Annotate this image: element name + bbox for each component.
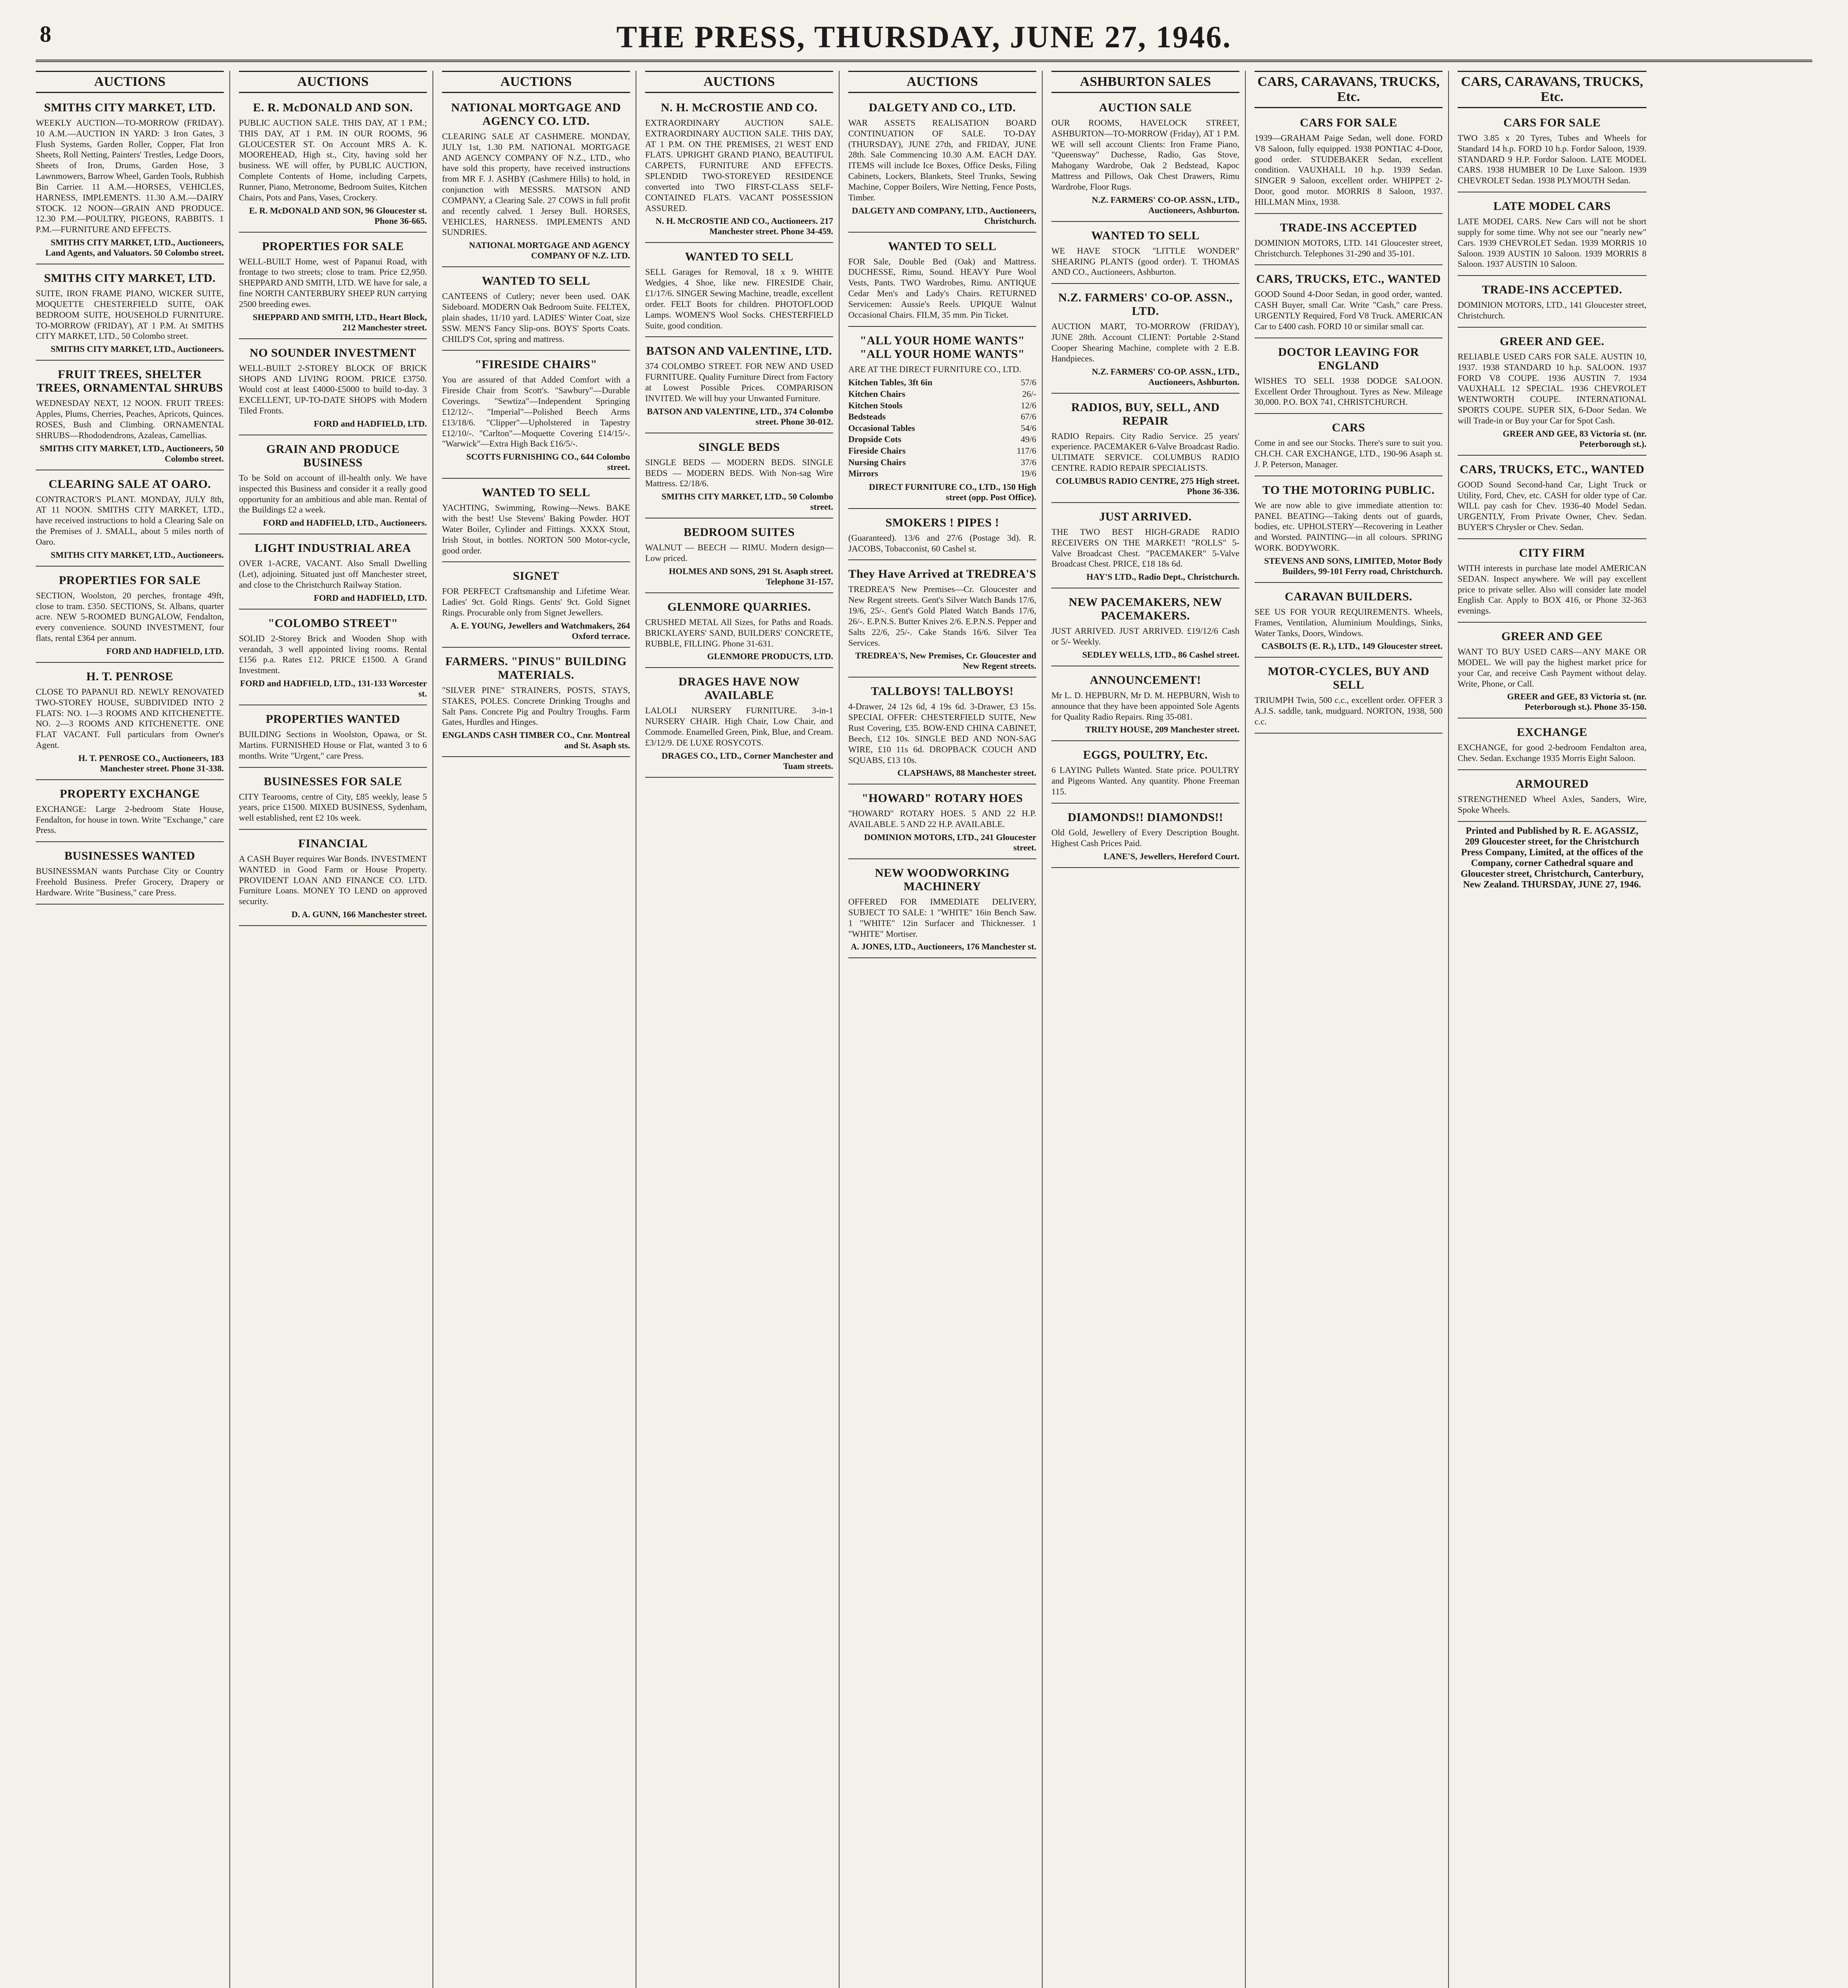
advertisement	[848, 330, 1036, 509]
advertisement	[239, 97, 427, 233]
ad-signature: LANE'S, Jewellers, Hereford Court.	[1103, 851, 1239, 861]
column-header: AUCTIONS	[36, 71, 224, 93]
ad-signature: FORD and HADFIELD, LTD.	[314, 418, 427, 429]
ad-signature: FORD and HADFIELD, LTD.	[314, 592, 427, 603]
column-header: CARS, CARAVANS, TRUCKS, Etc.	[1458, 71, 1646, 108]
ad-title: H. T. PENROSE	[86, 670, 173, 683]
advertisement	[1458, 722, 1646, 770]
advertisement	[1051, 397, 1239, 503]
column	[239, 71, 433, 1988]
advertisement	[645, 522, 833, 593]
advertisement	[36, 97, 224, 264]
advertisement	[442, 354, 630, 479]
ad-body: WELL-BUILT Home, west of Papanui Road, with frontage to two streets; close to tram. Price £2,950. SHEPPARD AND SMITH, LTD. WE have for sale, a fine NORTH CANTERBURY SHEEP RUN carrying 2500 breeding ewes.	[239, 256, 427, 309]
ad-body: TRIUMPH Twin, 500 c.c., excellent order. OFFER 3 A.J.S. saddle, tank, mudguard. NORTON, 1938, 500 c.c.	[1255, 695, 1443, 727]
column	[442, 71, 636, 1988]
advertisement	[36, 364, 224, 470]
ad-title: CARS FOR SALE	[1300, 116, 1397, 129]
ad-body: LATE MODEL CARS. New Cars will not be short supply for some time. Why not see our "nearly new" Cars. 1939 CHEVROLET Sedan. 1939 MORRIS 10 Saloon. 1939 AUSTIN 10 Saloon. 1939 MORRIS 8 Saloon. 1937 AUSTIN 10 Saloon.	[1458, 216, 1646, 269]
ad-body: WEDNESDAY NEXT, 12 NOON. FRUIT TREES: Apples, Plums, Cherries, Peaches, Apricots, Quinces. ROSES, Bush and Climbing. ORNAMENTAL SHRUBS—Rhododendrons, Azaleas, Camellias.	[36, 398, 224, 440]
advertisement	[1051, 287, 1239, 393]
ad-title: SMOKERS ! PIPES !	[885, 516, 999, 529]
ad-title: CLEARING SALE AT OARO.	[48, 477, 211, 491]
ad-signature: N. H. McCROSTIE AND CO., Auctioneers. 217 Manchester street. Phone 34-459.	[655, 216, 833, 237]
ad-title: "FIRESIDE CHAIRS"	[475, 358, 597, 371]
advertisement	[645, 437, 833, 518]
ad-signature: FORD and HADFIELD, LTD., 131-133 Worcester st.	[240, 678, 427, 699]
ad-title: DALGETY AND CO., LTD.	[869, 101, 1016, 114]
ad-signature: FORD and HADFIELD, LTD., Auctioneers.	[263, 518, 427, 528]
ad-title: FINANCIAL	[298, 837, 368, 850]
advertisement	[1458, 331, 1646, 456]
ad-title: EXCHANGE	[1516, 726, 1588, 739]
price-list-item	[848, 400, 1036, 412]
masthead	[36, 16, 1812, 62]
item-name: Kitchen Chairs	[848, 389, 906, 399]
ad-title: GREER AND GEE.	[1500, 334, 1604, 348]
ad-title: PROPERTIES FOR SALE	[262, 239, 404, 253]
column	[1255, 71, 1449, 1988]
ad-title: "ALL YOUR HOME WANTS" "ALL YOUR HOME WANTS"	[860, 334, 1025, 361]
ad-signature: GLENMORE PRODUCTS, LTD.	[707, 651, 833, 662]
ad-title: "HOWARD" ROTARY HOES	[861, 792, 1023, 805]
ad-signature: SCOTTS FURNISHING CO., 644 Colombo street.	[466, 452, 630, 472]
ad-body: FOR PERFECT Craftsmanship and Lifetime Wear. Ladies' 9ct. Gold Rings. Gents' 9ct. Gold Signet Rings. Procurable only from Signet Jewellers.	[442, 586, 630, 618]
ad-body: GOOD Sound 4-Door Sedan, in good order, wanted. CASH Buyer, small Car. Write "Cash," care Press. URGENTLY Required, Ford V8 Truck. AMERICAN Car to £400 cash. FORD 10 or similar small car.	[1255, 289, 1443, 331]
ad-signature: SMITHS CITY MARKET, LTD., Auctioneers, 50 Colombo street.	[39, 443, 224, 464]
advertisement	[1255, 268, 1443, 338]
ad-title: NO SOUNDER INVESTMENT	[250, 346, 416, 359]
ad-title: WANTED TO SELL	[888, 239, 997, 253]
ad-title: WANTED TO SELL	[482, 274, 590, 288]
ad-body: WELL-BUILT 2-STOREY BLOCK OF BRICK SHOPS AND LIVING ROOM. PRICE £3750. Would cost at least £4000-£5000 to build to-day. 3 EXCELLENT, UP-TO-DATE SHOPS with Modern Tiled Fronts.	[239, 363, 427, 416]
advertisement	[239, 342, 427, 435]
item-price: 49/6	[1020, 434, 1036, 445]
ad-body: 1939—GRAHAM Paige Sedan, well done. FORD V8 Saloon, fully equipped. 1938 PONTIAC 4-Door, good order. STUDEBAKER Sedan, excellent condition. VAUXHALL 10 h.p. 1939 Sedan. SINGER 9 Saloon, excellent order. WHIPPET 2-Door, good motor. MORRIS 8 Saloon, 1937. HILLMAN Minx, 1938.	[1255, 133, 1443, 207]
column-header: CARS, CARAVANS, TRUCKS, Etc.	[1255, 71, 1443, 108]
column-header: AUCTIONS	[239, 71, 427, 93]
ad-body: DOMINION MOTORS, LTD. 141 Gloucester street, Christchurch. Telephones 31-290 and 35-101.	[1255, 237, 1443, 258]
ad-title: LATE MODEL CARS	[1493, 200, 1611, 213]
ad-body: WAR ASSETS REALISATION BOARD CONTINUATION OF SALE. TO-DAY (THURSDAY), JUNE 27th, and FRIDAY, JUNE 28th. Sale Commencing 10.30 A.M. EACH DAY. ITEMS will include Ice Boxes, Office Desks, Filing Cabinets, Lockers, Blankets, Steel Trunks, Sewing Machine, Copper Boilers, Wire Netting, Fence Posts, Timber.	[848, 118, 1036, 202]
ad-body: To be Sold on account of ill-health only. We have inspected this Business and consider it a really good opportunity for an ambitious and able man. Rental of the Buildings £2 a week.	[239, 472, 427, 515]
ad-body: FOR Sale, Double Bed (Oak) and Mattress. DUCHESSE, Rimu, Sound. HEAVY Pure Wool Vests, Pants. TWO Wardrobes, Rimu. ANTIQUE Cedar Men's and Lady's Chairs. RETURNED Servicemen: Aussie's Reels. UPIQUE Walnut Occasional Chairs. FILM, 35 mm. Pin Ticket.	[848, 256, 1036, 320]
ad-signature: GREER AND GEE, 83 Victoria st. (nr. Peterborough st.).	[1503, 428, 1646, 449]
column	[36, 71, 230, 1988]
ad-body: OUR ROOMS, HAVELOCK STREET, ASHBURTON—TO-MORROW (Friday), AT 1 P.M. WE will sell account Clients: Iron Frame Piano, "Queensway" Duchesse, Radio, Gas Stove, Mahogany Wardrobe, Oak 2 Bedstead, Kapoc Mattress and Pillows, Oak Chest Drawers, Rimu Wardrobe, Floor Rugs.	[1051, 118, 1239, 192]
ad-signature: SEDLEY WELLS, LTD., 86 Cashel street.	[1082, 649, 1239, 660]
ad-title: CARS, TRUCKS, ETC., WANTED	[1256, 272, 1441, 286]
item-price: 12/6	[1020, 400, 1036, 410]
ad-title: NATIONAL MORTGAGE AND AGENCY CO. LTD.	[451, 101, 621, 128]
ad-title: WANTED TO SELL	[1091, 229, 1200, 242]
ad-title: CARAVAN BUILDERS.	[1285, 590, 1412, 603]
item-name: Bedsteads	[848, 412, 886, 422]
ad-body: SEE US FOR YOUR REQUIREMENTS. Wheels, Frames, Ventilation, Aluminium Mouldings, Sinks, Water Tanks, Doors, Windows.	[1255, 606, 1443, 638]
ad-signature: SMITHS CITY MARKET, LTD., Auctioneers.	[50, 344, 224, 354]
ad-signature: STEVENS AND SONS, LIMITED, Motor Body Builders, 99-101 Ferry road, Christchurch.	[1264, 555, 1443, 576]
advertisement	[36, 268, 224, 361]
ad-title: "COLOMBO STREET"	[268, 616, 398, 630]
advertisement	[36, 666, 224, 780]
advertisement	[442, 270, 630, 351]
advertisement	[36, 845, 224, 904]
ad-body: SUITE, IRON FRAME PIANO, WICKER SUITE, MOQUETTE CHESTERFIELD SUITE, OAK BEDROOM SUITE, HOUSEHOLD FURNITURE. TO-MORROW (FRIDAY), AT 1 P.M. At SMITHS CITY MARKET, LTD., 50 Colombo street.	[36, 288, 224, 341]
ad-signature: A. JONES, LTD., Auctioneers, 176 Manchester st.	[851, 942, 1036, 952]
ad-title: BATSON AND VALENTINE, LTD.	[646, 344, 832, 358]
columns-container	[36, 71, 1812, 1988]
ad-body: BUSINESSMAN wants Purchase City or Country Freehold Business. Prefer Grocery, Drapery or Hardware. Write "Business," care Press.	[36, 866, 224, 897]
price-list-item	[848, 388, 1036, 400]
ad-body: ARE AT THE DIRECT FURNITURE CO., LTD.	[848, 364, 1021, 374]
ad-title: SINGLE BEDS	[698, 440, 780, 454]
advertisement	[1255, 480, 1443, 583]
item-price: 54/6	[1020, 423, 1036, 433]
ad-signature: DOMINION MOTORS, LTD., 241 Gloucester street.	[864, 832, 1036, 853]
ad-signature: D. A. GUNN, 166 Manchester street.	[291, 909, 427, 920]
ad-body: TWO 3.85 x 20 Tyres, Tubes and Wheels for Standard 14 h.p. FORD 10 h.p. Fordor Saloon, 1939. STANDARD 9 H.P. Fordor Saloon. LATE MODEL CARS. 1938 HUMBER 10 De Luxe Saloon. 1939 CHEVROLET Sedan. 1938 PLYMOUTH Sedan.	[1458, 133, 1646, 186]
advertisement	[1255, 217, 1443, 266]
advertisement	[848, 563, 1036, 678]
ad-signature: HOLMES AND SONS, 291 St. Asaph street. Telephone 31-157.	[669, 566, 833, 586]
ad-title: TO THE MOTORING PUBLIC.	[1262, 483, 1435, 497]
ad-signature: HAY'S LTD., Radio Dept., Christchurch.	[1086, 572, 1239, 582]
ad-body: CRUSHED METAL All Sizes, for Paths and Roads. BRICKLAYERS' SAND, BUILDERS' CONCRETE, RUBBLE, FILLING. Phone 31-631.	[645, 617, 833, 648]
ad-title: TRADE-INS ACCEPTED.	[1482, 283, 1622, 297]
ad-title: GRAIN AND PRODUCE BUSINESS	[266, 442, 400, 469]
ad-body: YACHTING, Swimming, Rowing—News. BAKE with the best! Use Stevens' Baking Powder. HOT Water Boiler, Cylinder and Fittings. XXXX Stout, Irish Stout, in bottles. NORTON 500 Motor-cycle, good order.	[442, 503, 630, 555]
advertisement	[848, 788, 1036, 859]
advertisement	[1051, 97, 1239, 222]
ad-title: WANTED TO SELL	[482, 486, 590, 499]
item-price: 37/6	[1020, 457, 1036, 467]
advertisement	[442, 651, 630, 757]
ad-title: DRAGES HAVE NOW AVAILABLE	[678, 675, 800, 702]
ad-signature: GREER and GEE, 83 Victoria st. (nr. Peterborough st.). Phone 35-150.	[1507, 691, 1646, 712]
ad-title: PROPERTY EXCHANGE	[60, 787, 200, 800]
ad-signature: CASBOLTS (E. R.), LTD., 149 Gloucester street.	[1261, 641, 1443, 651]
advertisement	[1255, 112, 1443, 214]
advertisement	[36, 474, 224, 567]
item-price: 117/6	[1016, 445, 1036, 456]
ad-title: FRUIT TREES, SHELTER TREES, ORNAMENTAL SHRUBS	[36, 368, 223, 395]
ad-signature: SMITHS CITY MARKET, LTD., Auctioneers.	[50, 549, 224, 560]
advertisement	[1051, 225, 1239, 284]
ad-title: BUSINESSES FOR SALE	[264, 775, 402, 788]
ad-title: SMITHS CITY MARKET, LTD.	[44, 101, 216, 114]
price-list	[848, 377, 1036, 479]
ad-signature: DALGETY AND COMPANY, LTD., Auctioneers, Christchurch.	[851, 205, 1036, 226]
ad-title: N.Z. FARMERS' CO-OP. ASSN., LTD.	[1058, 291, 1233, 318]
ad-title: NEW PACEMAKERS, NEW PACEMAKERS.	[1068, 596, 1222, 623]
ad-body: CLOSE TO PAPANUI RD. NEWLY RENOVATED TWO-STOREY HOUSE, SUBDIVIDED INTO 2 FLATS: NO. 1—3 ROOMS AND KITCHENETTE. NO. 2—3 ROOMS AND KITCHENETTE. ONE FLAT VACANT. Full particulars from Owner's Agent.	[36, 686, 224, 750]
ad-body: GOOD Sound Second-hand Car, Light Truck or Utility, Ford, Chev, etc. CASH for older type of Car. WILL pay cash for Chev. 1936-40 Model Sedan. URGENTLY, From Private Owner, Chev. Sedan. BUYER'S Chrysler or Chev. Sedan.	[1458, 479, 1646, 532]
advertisement	[36, 570, 224, 663]
ad-title: PROPERTIES FOR SALE	[59, 573, 201, 587]
ad-body: EXCHANGE: Large 2-bedroom State House, Fendalton, for house in town. Write "Exchange," care Press.	[36, 804, 224, 835]
column	[1458, 71, 1652, 1988]
column-header: AUCTIONS	[848, 71, 1036, 93]
item-name: Occasional Tables	[848, 423, 915, 433]
ad-body: You are assured of that Added Comfort with a Fireside Chair from Scott's. "Sawbury"—Durable Coverings. "Sewtiza"—Independent Springing £12/12/-. "Imperial"—Polished Beech Arms £13/18/6. "Clipper"—Upholstered in Tapestry £12/10/-. "Carlton"—Moquette Covering £14/15/-. "Warwick"—Extra High Back £16/5/-.	[442, 375, 630, 449]
ad-signature: FORD AND HADFIELD, LTD.	[106, 646, 224, 656]
ad-signature: A. E. YOUNG, Jewellers and Watchmakers, 264 Oxford terrace.	[450, 620, 630, 641]
ad-body: WE HAVE STOCK "LITTLE WONDER" SHEARING PLANTS (good order). T. THOMAS AND CO., Auctioneers, Ashburton.	[1051, 245, 1239, 277]
advertisement	[848, 97, 1036, 233]
item-name: Fireside Chairs	[848, 445, 906, 456]
advertisement	[1255, 417, 1443, 476]
advertisement	[1458, 196, 1646, 276]
advertisement	[1458, 459, 1646, 539]
item-name: Mirrors	[848, 468, 878, 479]
item-price: 57/6	[1020, 377, 1036, 388]
ad-title: MOTOR-CYCLES, BUY AND SELL	[1268, 665, 1429, 692]
ad-body: (Guaranteed). 13/6 and 27/6 (Postage 3d). R. JACOBS, Tobacconist, 60 Cashel st.	[848, 532, 1036, 553]
advertisement	[1051, 807, 1239, 868]
advertisement	[1458, 542, 1646, 623]
ad-body: "SILVER PINE" STRAINERS, POSTS, STAYS, STAKES, POLES. Concrete Drinking Troughs and Salt Pans. Concrete Pig and Poultry Troughs. Farm Gates, Hurdles and Hinges.	[442, 685, 630, 727]
ad-body: EXCHANGE, for good 2-bedroom Fendalton area, Chev. Sedan. Exchange 1935 Morris Eight Saloon.	[1458, 742, 1646, 763]
advertisement	[848, 512, 1036, 561]
advertisement	[848, 681, 1036, 784]
ad-body: 374 COLOMBO STREET. FOR NEW AND USED FURNITURE. Quality Furniture Direct from Factory at Lowest Possible Prices. COMPARISON INVITED. We will buy your Unwanted Furniture.	[645, 361, 833, 403]
ad-title: E. R. McDONALD AND SON.	[253, 101, 413, 114]
ad-title: BEDROOM SUITES	[683, 526, 795, 539]
ad-signature: H. T. PENROSE CO., Auctioneers, 183 Manchester street. Phone 31-338.	[78, 753, 224, 773]
ad-title: NEW WOODWORKING MACHINERY	[875, 866, 1010, 893]
page-number: 8	[40, 21, 51, 47]
ad-signature: BATSON AND VALENTINE, LTD., 374 Colombo street. Phone 30-012.	[647, 406, 833, 427]
ad-signature: COLUMBUS RADIO CENTRE, 275 High street. Phone 36-336.	[1055, 476, 1239, 496]
ad-signature: N.Z. FARMERS' CO-OP. ASSN., LTD., Auctioneers, Ashburton.	[1092, 366, 1239, 387]
ad-title: CARS, TRUCKS, ETC., WANTED	[1460, 462, 1644, 476]
ad-title: ANNOUNCEMENT!	[1090, 673, 1201, 687]
ad-title: SMITHS CITY MARKET, LTD.	[44, 272, 216, 285]
column-header: ASHBURTON SALES	[1051, 71, 1239, 93]
ad-body: AUCTION MART, TO-MORROW (FRIDAY), JUNE 28th. Account CLIENT: Portable 2-Stand Cooper Shearing Machine, complete with 2 E.B. Handpieces.	[1051, 321, 1239, 363]
price-list-item	[848, 468, 1036, 480]
advertisement	[645, 340, 833, 433]
newspaper-title: THE PRESS, THURSDAY, JUNE 27, 1946.	[616, 19, 1232, 54]
ad-body: STRENGTHENED Wheel Axles, Sanders, Wire, Spoke Wheels.	[1458, 794, 1646, 815]
ad-signature: TREDREA'S, New Premises, Cr. Gloucester and New Regent streets.	[855, 650, 1036, 671]
ad-body: SELL Garages for Removal, 18 x 9. WHITE Wedgies, 4 Shoe, like new. FIRESIDE Chair, £1/17/6. SINGER Sewing Machine, treadle, excellent order. FELT Boots for children. PHOTOFLOOD Lamps. WOMEN'S Wool Socks. CHESTERFIELD Suite, good condition.	[645, 267, 833, 330]
ad-body: THE TWO BEST HIGH-GRADE RADIO RECEIVERS ON THE MARKET! "ROLLS" 5-Valve Broadcast Chest. "PACEMAKER" 5-Valve Broadcast Chest. PRICE, £18 18s 6d.	[1051, 526, 1239, 569]
advertisement	[1255, 342, 1443, 414]
ad-body: OFFERED FOR IMMEDIATE DELIVERY, SUBJECT TO SALE: 1 "WHITE" 16in Bench Saw. 1 "WHITE" 12in Surfacer and Thicknesser. 1 "WHITE" Mortiser.	[848, 897, 1036, 939]
advertisement	[1458, 626, 1646, 718]
item-name: Kitchen Tables, 3ft 6in	[848, 377, 933, 388]
ad-title: BUSINESSES WANTED	[64, 849, 195, 863]
ad-body: RADIO Repairs. City Radio Service. 25 years' experience. PACEMAKER 6-Valve Broadcast Radio. ULTIMATE SERVICE. COLUMBUS RADIO CENTRE. RADIO REPAIR SPECIALISTS.	[1051, 431, 1239, 473]
ad-signature: DIRECT FURNITURE CO., LTD., 150 High street (opp. Post Office).	[869, 481, 1036, 502]
ad-title: SIGNET	[513, 569, 559, 583]
ad-signature: SHEPPARD AND SMITH, LTD., Heart Block, 212 Manchester street.	[252, 312, 427, 332]
ad-signature: E. R. McDONALD AND SON, 96 Gloucester st. Phone 36-665.	[249, 205, 427, 226]
advertisement	[645, 596, 833, 668]
column	[1051, 71, 1246, 1988]
ad-title: GREER AND GEE	[1501, 630, 1603, 643]
advertisement	[239, 236, 427, 339]
ad-body: DOMINION MOTORS, LTD., 141 Gloucester street, Christchurch.	[1458, 300, 1646, 321]
column	[645, 71, 840, 1988]
ad-title: WANTED TO SELL	[685, 250, 793, 264]
advertisement	[239, 613, 427, 705]
item-name: Kitchen Stools	[848, 400, 903, 410]
ad-title: They Have Arrived at TREDREA'S	[848, 567, 1036, 581]
ad-title: N. H. McCROSTIE AND CO.	[661, 101, 818, 114]
ad-title: GLENMORE QUARRIES.	[667, 600, 811, 613]
ad-title: DOCTOR LEAVING FOR ENGLAND	[1278, 345, 1419, 372]
ad-title: PROPERTIES WANTED	[266, 712, 400, 726]
column-header: AUCTIONS	[442, 71, 630, 93]
ad-body: "HOWARD" ROTARY HOES. 5 AND 22 H.P. AVAILABLE. 5 AND 22 H.P. AVAILABLE.	[848, 808, 1036, 829]
ad-signature: N.Z. FARMERS' CO-OP. ASSN., LTD., Auctioneers, Ashburton.	[1092, 194, 1239, 215]
item-price: 26/-	[1022, 389, 1036, 399]
ad-body: BUILDING Sections in Woolston, Opawa, or St. Martins. FURNISHED House or Flat, wanted 3 to 6 months. Write "Urgent," care Press.	[239, 729, 427, 761]
advertisement	[1458, 279, 1646, 328]
price-list-item	[848, 423, 1036, 434]
ad-body: CANTEENS of Cutlery; never been used. OAK Sideboard. MODERN Oak Bedroom Suite. FELTEX, plain shades, 11/10 yard. LADIES' Winter Coat, size SSW. MEN'S Fancy Slip-ons. BOYS' Sports Coats. CHILD'S Cot, spring and mattress.	[442, 291, 630, 344]
ad-body: Old Gold, Jewellery of Every Description Bought. Highest Cash Prices Paid.	[1051, 827, 1239, 848]
ad-title: DIAMONDS!! DIAMONDS!!	[1067, 810, 1224, 824]
price-list-item	[848, 445, 1036, 457]
advertisement	[848, 862, 1036, 958]
advertisement	[442, 482, 630, 562]
price-list-item	[848, 434, 1036, 445]
advertisement	[1051, 744, 1239, 803]
price-list-item	[848, 377, 1036, 388]
ad-body: 4-Drawer, 24 12s 6d, 4 19s 6d. 3-Drawer, £3 15s. SPECIAL OFFER: CHESTERFIELD SUITE, New Rust Covering, £35. BOW-END CHINA CABINET, Beech, £12 10s. SINGLE BED AND NON-SAG WIRE, £10 11s 6d. DROPBACK COUCH AND SQUABS, £13 10s.	[848, 701, 1036, 765]
ad-title: TRADE-INS ACCEPTED	[1280, 221, 1417, 234]
price-list-item	[848, 457, 1036, 468]
ad-title: AUCTION SALE	[1099, 101, 1192, 114]
ad-body: PUBLIC AUCTION SALE. THIS DAY, AT 1 P.M.; THIS DAY, AT 1 P.M. IN OUR ROOMS, 96 GLOUCESTER ST. On Account MRS A. K. MOOREHEAD, High st., City, having sold her business. WE will offer, by PUBLIC AUCTION, Complete Contents of Home, including Carpets, Runner, Piano, Metronome, Bedroom Suites, Kitchen Chairs, Pots and Pans, Vases, Crockery.	[239, 118, 427, 202]
ad-body: OVER 1-ACRE, VACANT. Also Small Dwelling (Let), adjoining. Situated just off Manchester street, and close to the Christchurch Railway Station.	[239, 558, 427, 590]
item-price: 67/6	[1020, 412, 1036, 422]
ad-title: CITY FIRM	[1519, 546, 1585, 559]
ad-body: JUST ARRIVED. JUST ARRIVED. £19/12/6 Cash or 5/- Weekly.	[1051, 626, 1239, 647]
ad-body: CLEARING SALE AT CASHMERE. MONDAY, JULY 1st, 1.30 P.M. NATIONAL MORTGAGE AND AGENCY COMPANY OF N.Z., LTD., who have sold this property, have received instructions from MR F. J. ASHBY (Cashmere Hills) to hold, in conjunction with MESSRS. MATSON AND COMPANY, a Clearing Sale. 27 COWS in full profit and recently calved. 1 Jersey Bull. HORSES, VEHICLES, HARNESS. IMPLEMENTS AND SUNDRIES.	[442, 131, 630, 237]
imprint-footer: Printed and Published by R. E. AGASSIZ, 209 Gloucester street, for the Christchurch Press Company, Limited, at the offices of the Company, corner Cathedral square and Gloucester street, Christchurch, Canterbury, New Zealand. THURSDAY, JUNE 27, 1946.	[1460, 825, 1644, 890]
advertisement	[1255, 661, 1443, 733]
ad-body: CONTRACTOR'S PLANT. MONDAY, JULY 8th, AT 11 NOON. SMITHS CITY MARKET, LTD., have received instructions to hold a Clearing Sale on the Premises of J. SMALL, about 5 miles north of Oaro.	[36, 494, 224, 547]
ad-body: A CASH Buyer requires War Bonds. INVESTMENT WANTED in Good Farm or House Property. PROVIDENT LOAN AND FINANCE CO. LTD. Furniture Loans. MONEY TO LEND on approved security.	[239, 853, 427, 907]
advertisement	[239, 538, 427, 609]
ad-title: RADIOS, BUY, SELL, AND REPAIR	[1071, 400, 1220, 427]
ad-body: EXTRAORDINARY AUCTION SALE. EXTRAORDINARY AUCTION SALE. THIS DAY, AT 1 P.M. ON THE PREMISES, 21 WEST END FLATS. UPRIGHT GRAND PIANO, BEAUTIFUL CARPETS, FURNITURE AND EFFECTS. SPLENDID TWO-STOREYED RESIDENCE converted into TWO FIRST-CLASS SELF-CONTAINED FLATS. VACANT POSSESSION ASSURED.	[645, 118, 833, 213]
ad-body: Come in and see our Stocks. There's sure to suit you. CH.CH. CAR EXCHANGE, LTD., 190-96 Asaph st. J. P. Peterson, Manager.	[1255, 438, 1443, 469]
advertisement	[848, 236, 1036, 327]
advertisement	[239, 833, 427, 926]
advertisement	[1255, 586, 1443, 658]
ad-title: FARMERS. "PINUS" BUILDING MATERIALS.	[445, 654, 627, 681]
ad-signature: TRILTY HOUSE, 209 Manchester street.	[1085, 724, 1239, 735]
advertisement	[239, 439, 427, 534]
item-name: Nursing Chairs	[848, 457, 906, 467]
ad-signature: ENGLANDS CASH TIMBER CO., Cnr. Montreal and St. Asaph sts.	[442, 730, 630, 751]
ad-body: We are now able to give immediate attention to: PANEL BEATING—Taking dents out of guards, bodies, etc. UPHOLSTERY—Recovering in Leather and Worsted. PAINTING—in all colours. SPRING WORK. BODYWORK.	[1255, 500, 1443, 553]
advertisement	[239, 709, 427, 767]
ad-signature: NATIONAL MORTGAGE AND AGENCY COMPANY OF N.Z. LTD.	[469, 240, 630, 261]
advertisement	[239, 771, 427, 830]
advertisement	[1051, 506, 1239, 588]
ad-body: SECTION, Woolston, 20 perches, frontage 49ft, close to tram. £350. SECTIONS, St. Albans, quarter acre. NEW 5-ROOMED BUNGALOW, Fendalton, every convenience. SOUND INVESTMENT, four flats, rental £364 per annum.	[36, 590, 224, 643]
ad-title: EGGS, POULTRY, Etc.	[1083, 748, 1208, 762]
ad-signature: CLAPSHAWS, 88 Manchester street.	[897, 768, 1036, 778]
price-list-item	[848, 411, 1036, 423]
advertisement	[645, 246, 833, 337]
ad-title: JUST ARRIVED.	[1099, 510, 1192, 523]
ad-body: WEEKLY AUCTION—TO-MORROW (FRIDAY). 10 A.M.—AUCTION IN YARD: 3 Iron Gates, 3 Flush Systems, Garden Roller, Copper, Flat Iron Sheets, Roll Netting, Painters' Trestles, Ledge Doors, Sheets of Iron, Drums, Garden Hose, 3 Lawnmowers, Barrow Wheel, Garden Tools, Rubbish Bin Carrier. 11 A.M.—HORSES, VEHICLES, HARNESS, IMPLEMENTS. 11.30 A.M.—DAIRY STOCK. 12 NOON—GRAIN AND PRODUCE. 12.30 P.M.—POULTRY, PIGEONS, RABBITS. 1 P.M.—FURNITURE AND EFFECTS.	[36, 118, 224, 235]
advertisement	[442, 97, 630, 267]
advertisement	[645, 671, 833, 777]
ad-body: WITH interests in purchase late model AMERICAN SEDAN. Inspect anywhere. We will pay excellent price to private seller. Also will consider late model English Car. Apply to BOX 416, or Phone 32-363 evenings.	[1458, 563, 1646, 616]
ad-body: WALNUT — BEECH — RIMU. Modern design—Low priced.	[645, 542, 833, 563]
ad-body: WISHES TO SELL 1938 DODGE SALOON. Excellent Order Throughout. Tyres as New. Mileage 30,000. P.O. BOX 741, CHRISTCHURCH.	[1255, 375, 1443, 407]
ad-body: 6 LAYING Pullets Wanted. State price. POULTRY and Pigeons Wanted. Any quantity. Phone Freeman 115.	[1051, 765, 1239, 797]
column-header: AUCTIONS	[645, 71, 833, 93]
ad-title: LIGHT INDUSTRIAL AREA	[254, 542, 411, 555]
ad-signature: SMITHS CITY MARKET, LTD., Auctioneers, Land Agents, and Valuators. 50 Colombo street.	[45, 237, 224, 258]
ad-body: WANT TO BUY USED CARS—ANY MAKE OR MODEL. We will pay the highest market price for your Car, and receive Cash Payment without delay. Write, Phone, or Call.	[1458, 646, 1646, 689]
advertisement	[645, 97, 833, 243]
ad-title: CARS	[1332, 421, 1365, 435]
ad-signature: SMITHS CITY MARKET, LTD., 50 Colombo street.	[661, 491, 833, 512]
ad-title: TALLBOYS! TALLBOYS!	[871, 685, 1014, 698]
ad-body: LALOLI NURSERY FURNITURE. 3-in-1 NURSERY CHAIR. High Chair, Low Chair, and Commode. Enamelled Green, Pink, Blue, and Cream. £3/12/9. DE LUXE ROSYCOTS.	[645, 705, 833, 747]
ad-body: SINGLE BEDS — MODERN BEDS. SINGLE BEDS — MODERN BEDS. With Non-sag Wire Mattress. £2/18/6.	[645, 457, 833, 489]
column	[848, 71, 1043, 1988]
advertisement	[36, 783, 224, 842]
item-name: Dropside Cots	[848, 434, 902, 445]
item-price: 19/6	[1020, 468, 1036, 479]
advertisement	[1051, 592, 1239, 666]
ad-body: CITY Tearooms, centre of City, £85 weekly, lease 5 years, price £1500. MIXED BUSINESS, Sydenham, well established, rent £2 10s week.	[239, 791, 427, 823]
ad-signature: DRAGES CO., LTD., Corner Manchester and Tuam streets.	[661, 750, 833, 771]
ad-body: RELIABLE USED CARS FOR SALE. AUSTIN 10, 1937. 1938 STANDARD 10 h.p. SALOON. 1937 FORD V8 COUPE. 1936 AUSTIN 7. 1934 VAUXHALL 12 SPECIAL. 1936 CHEVROLET WENTWORTH COUPE. INTERNATIONAL SPORTS COUPE. SUPER SIX, 6-Door Sedan. We will Trade-in or Buy your Car for Spot Cash.	[1458, 351, 1646, 425]
ad-body: Mr L. D. HEPBURN, Mr D. M. HEPBURN, Wish to announce that they have been appointed Sole Agents for Quality Radio Repairs. Ring 35-081.	[1051, 690, 1239, 722]
advertisement	[1458, 112, 1646, 192]
advertisement	[1051, 670, 1239, 741]
ad-body: SOLID 2-Storey Brick and Wooden Shop with verandah, 3 well appointed living rooms. Rental £156 p.a. Rates £12. PRICE £1500. A Grand Investment.	[239, 633, 427, 676]
ad-body: TREDREA'S New Premises—Cr. Gloucester and New Regent streets. Gent's Silver Watch Bands 17/6, 19/6, 25/-. Gent's Gold Plated Watch Bands 17/6, 26/-. E.P.N.S. Butter Knives 2/6. E.P.N.S. Pepper and Salts 22/6, 25/-. Cake Stands 16/6. Silver Tea Services.	[848, 584, 1036, 648]
advertisement	[1458, 773, 1646, 822]
ad-title: ARMOURED	[1515, 777, 1589, 790]
advertisement	[442, 565, 630, 647]
ad-title: CARS FOR SALE	[1503, 116, 1601, 129]
